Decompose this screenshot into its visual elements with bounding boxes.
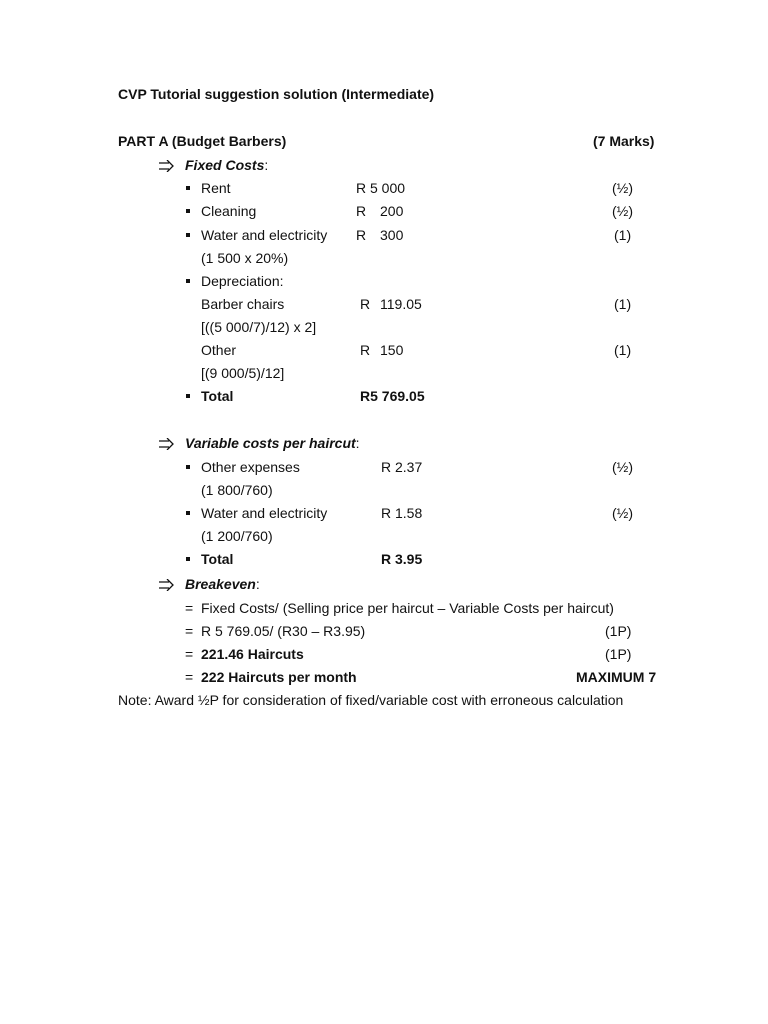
other-depreciation-mark: (1) (614, 342, 632, 358)
breakeven-formula: Fixed Costs/ (Selling price per haircut – Variable Costs per haircut) (201, 600, 614, 616)
fixed-total-label: Total (201, 388, 234, 404)
barber-chairs-calculation: [((5 000/7)/12) x 2] (201, 319, 317, 335)
variable-water-mark: (½) (612, 505, 633, 521)
barber-chairs-amount: 119.05 (380, 296, 422, 312)
breakeven-result-mark: (1P) (605, 646, 632, 662)
other-expenses-amount: R 2.37 (381, 459, 423, 475)
bullet-icon (186, 279, 190, 283)
rent-amount: R 5 000 (356, 180, 406, 196)
other-expenses-mark: (½) (612, 459, 633, 475)
breakeven-final: 222 Haircuts per month (201, 669, 357, 685)
barber-chairs-currency: R (360, 296, 371, 312)
marking-note: Note: Award ½P for consideration of fixed/variable cost with erroneous calculation (118, 692, 624, 708)
equals-sign: = (185, 669, 194, 685)
other-depreciation-calculation: [(9 000/5)/12] (201, 365, 285, 381)
equals-sign: = (185, 623, 194, 639)
variable-total-amount: R 3.95 (381, 551, 423, 567)
other-depreciation-amount: 150 (380, 342, 404, 358)
document-title: CVP Tutorial suggestion solution (Intermediate) (118, 86, 435, 102)
fixed-costs-heading: Fixed Costs: (185, 157, 269, 173)
other-expenses-label: Other expenses (201, 459, 300, 475)
water-amount: 300 (380, 227, 404, 243)
bullet-icon (186, 557, 190, 561)
bullet-icon (186, 394, 190, 398)
maximum-marks: MAXIMUM 7 (576, 669, 657, 685)
breakeven-heading: Breakeven: (185, 576, 260, 592)
part-a-heading: PART A (Budget Barbers) (118, 133, 287, 149)
barber-chairs-mark: (1) (614, 296, 632, 312)
variable-water-calculation: (1 200/760) (201, 528, 273, 544)
variable-total-label: Total (201, 551, 234, 567)
water-mark: (1) (614, 227, 632, 243)
other-depreciation-currency: R (360, 342, 371, 358)
bullet-icon (186, 465, 190, 469)
barber-chairs-label: Barber chairs (201, 296, 285, 312)
water-label: Water and electricity (201, 227, 328, 243)
bullet-icon (186, 233, 190, 237)
variable-costs-heading: Variable costs per haircut: (185, 435, 360, 451)
breakeven-substitution-mark: (1P) (605, 623, 632, 639)
fixed-total-amount: R5 769.05 (360, 388, 425, 404)
other-expenses-calculation: (1 800/760) (201, 482, 273, 498)
part-a-marks: (7 Marks) (593, 133, 655, 149)
rent-mark: (½) (612, 180, 633, 196)
water-currency: R (356, 227, 367, 243)
cleaning-label: Cleaning (201, 203, 257, 219)
depreciation-label: Depreciation: (201, 273, 284, 289)
equals-sign: = (185, 600, 194, 616)
cleaning-amount: 200 (380, 203, 404, 219)
implies-arrow-icon (159, 579, 175, 591)
bullet-icon (186, 511, 190, 515)
variable-water-label: Water and electricity (201, 505, 328, 521)
rent-label: Rent (201, 180, 231, 196)
cleaning-currency: R (356, 203, 367, 219)
variable-water-amount: R 1.58 (381, 505, 423, 521)
implies-arrow-icon (159, 160, 175, 172)
breakeven-result: 221.46 Haircuts (201, 646, 304, 662)
cleaning-mark: (½) (612, 203, 633, 219)
breakeven-substitution: R 5 769.05/ (R30 – R3.95) (201, 623, 366, 639)
bullet-icon (186, 209, 190, 213)
water-calculation: (1 500 x 20%) (201, 250, 289, 266)
equals-sign: = (185, 646, 194, 662)
other-depreciation-label: Other (201, 342, 237, 358)
implies-arrow-icon (159, 438, 175, 450)
bullet-icon (186, 186, 190, 190)
